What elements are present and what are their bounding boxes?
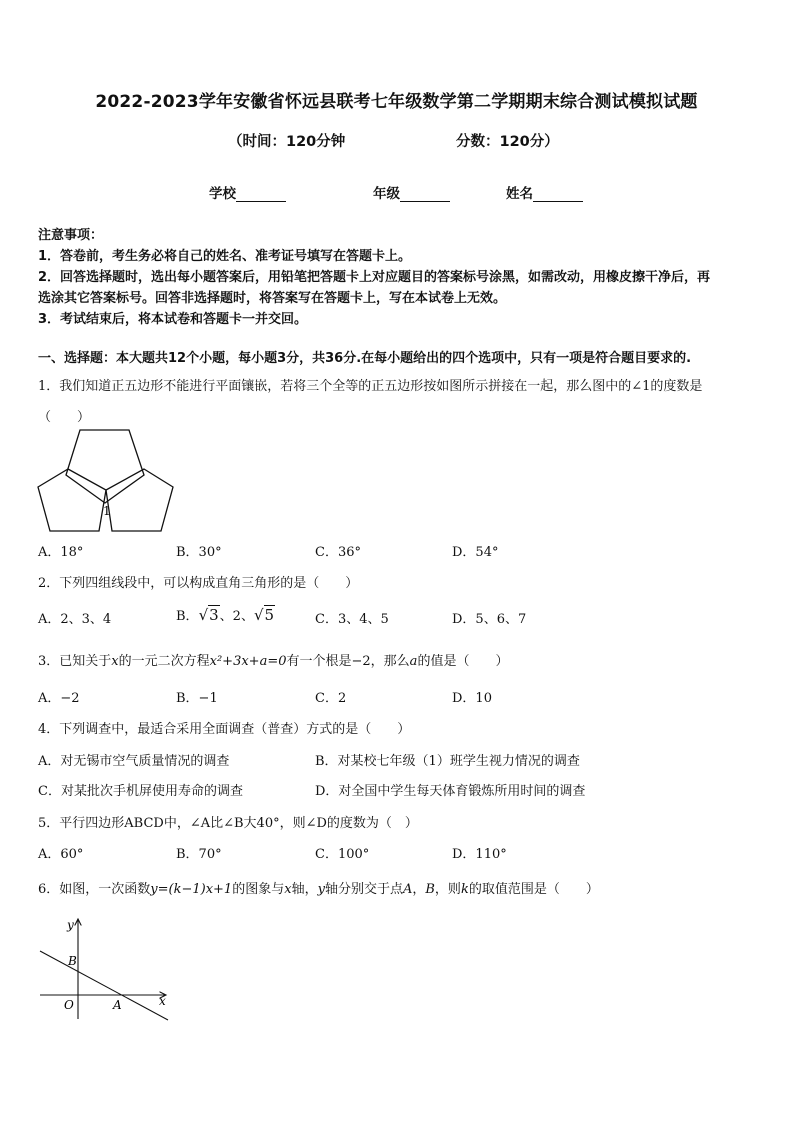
grade-label: 年级 xyxy=(373,186,400,202)
angle-1-label: 1 xyxy=(103,504,111,518)
name-blank xyxy=(533,187,583,202)
q5-option-d: D．110° xyxy=(452,847,507,862)
pentagon-figure xyxy=(34,425,179,537)
q5-option-c: C．100° xyxy=(315,847,370,862)
notice-item: 2．回答选择题时，选出每小题答案后，用铅笔把答题卡上对应题目的答案标号涂黑，如需改动，用橡皮擦干净后，再 xyxy=(38,270,711,285)
q1-option-b: B．30° xyxy=(176,545,222,560)
question-1-paren: （ ） xyxy=(38,410,91,425)
y-axis-label: y xyxy=(67,918,74,932)
sqrt-icon: √ xyxy=(198,606,209,624)
q4-option-a: A．对无锡市空气质量情况的调查 xyxy=(38,754,230,769)
question-3-text: 3．已知关于x的一元二次方程x²+3x+a=0有一个根是−2，那么a的值是（ ） xyxy=(38,654,509,669)
exam-score: 分数：120分） xyxy=(456,134,559,150)
q5-option-a: A．60° xyxy=(38,847,84,862)
notice-heading: 注意事项： xyxy=(38,228,104,243)
school-field xyxy=(209,182,286,202)
question-5-text: 5．平行四边形ABCD中，∠A比∠B大40°，则∠D的度数为（ ） xyxy=(38,816,418,831)
function-line xyxy=(40,951,168,1020)
q3-option-a: A．−2 xyxy=(38,691,80,706)
exam-title: 2022-2023学年安徽省怀远县联考七年级数学第二学期期末综合测试模拟试题 xyxy=(95,92,698,112)
point-a-label: A xyxy=(113,998,122,1012)
linear-graph-figure xyxy=(36,915,176,1025)
grade-blank xyxy=(400,187,450,202)
q2-option-d: D．5、6、7 xyxy=(452,612,527,627)
q2-option-a: A．2、3、4 xyxy=(38,612,112,627)
quadratic-equation: x²+3x+a=0 xyxy=(209,654,287,669)
question-1-text: 1．我们知道正五边形不能进行平面镶嵌，若将三个全等的正五边形按如图所示拼接在一起，那么图中的∠1的度数是 xyxy=(38,379,703,394)
q1-option-c: C．36° xyxy=(315,545,361,560)
name-field xyxy=(506,182,583,202)
left-pentagon xyxy=(38,469,106,531)
question-4-text: 4．下列调查中，最适合采用全面调查（普查）方式的是（ ） xyxy=(38,722,411,737)
q3-option-b: B．−1 xyxy=(176,691,218,706)
sqrt-icon: √ xyxy=(253,606,264,624)
grade-field xyxy=(373,182,450,202)
linear-function: y=(k−1)x+1 xyxy=(150,882,233,897)
question-6-text: 6．如图，一次函数y=(k−1)x+1的图象与x轴，y轴分别交于点A，B，则k的取值范围是（ ） xyxy=(38,882,599,897)
q3-option-c: C．2 xyxy=(315,691,347,706)
section-heading: 一、选择题：本大题共12个小题，每小题3分，共36分.在每小题给出的四个选项中，只有一项是符合题目要求的. xyxy=(38,351,692,366)
name-label: 姓名 xyxy=(506,186,533,202)
q3-option-d: D．10 xyxy=(452,691,492,706)
q2-option-b: B．√3、2、√5 xyxy=(176,606,275,624)
q1-option-a: A．18° xyxy=(38,545,84,560)
notice-item: 3．考试结束后，将本试卷和答题卡一并交回。 xyxy=(38,312,308,327)
school-blank xyxy=(236,187,286,202)
question-2-text: 2．下列四组线段中，可以构成直角三角形的是（ ） xyxy=(38,576,359,591)
q4-option-d: D．对全国中学生每天体育锻炼所用时间的调查 xyxy=(315,784,586,799)
exam-time: （时间：120分钟 xyxy=(228,134,346,150)
q4-option-b: B．对某校七年级（1）班学生视力情况的调查 xyxy=(315,754,580,769)
notice-item: 选涂其它答案标号。回答非选择题时，将答案写在答题卡上，写在本试卷上无效。 xyxy=(38,291,507,306)
q2-option-c: C．3、4、5 xyxy=(315,612,389,627)
x-axis-label: x xyxy=(159,994,166,1008)
q5-option-b: B．70° xyxy=(176,847,222,862)
q4-option-c: C．对某批次手机屏使用寿命的调查 xyxy=(38,784,243,799)
point-b-label: B xyxy=(68,954,77,968)
origin-label: O xyxy=(64,998,74,1012)
q1-option-d: D．54° xyxy=(452,545,499,560)
school-label: 学校 xyxy=(209,186,236,202)
notice-item: 1．答卷前，考生务必将自己的姓名、准考证号填写在答题卡上。 xyxy=(38,249,412,264)
